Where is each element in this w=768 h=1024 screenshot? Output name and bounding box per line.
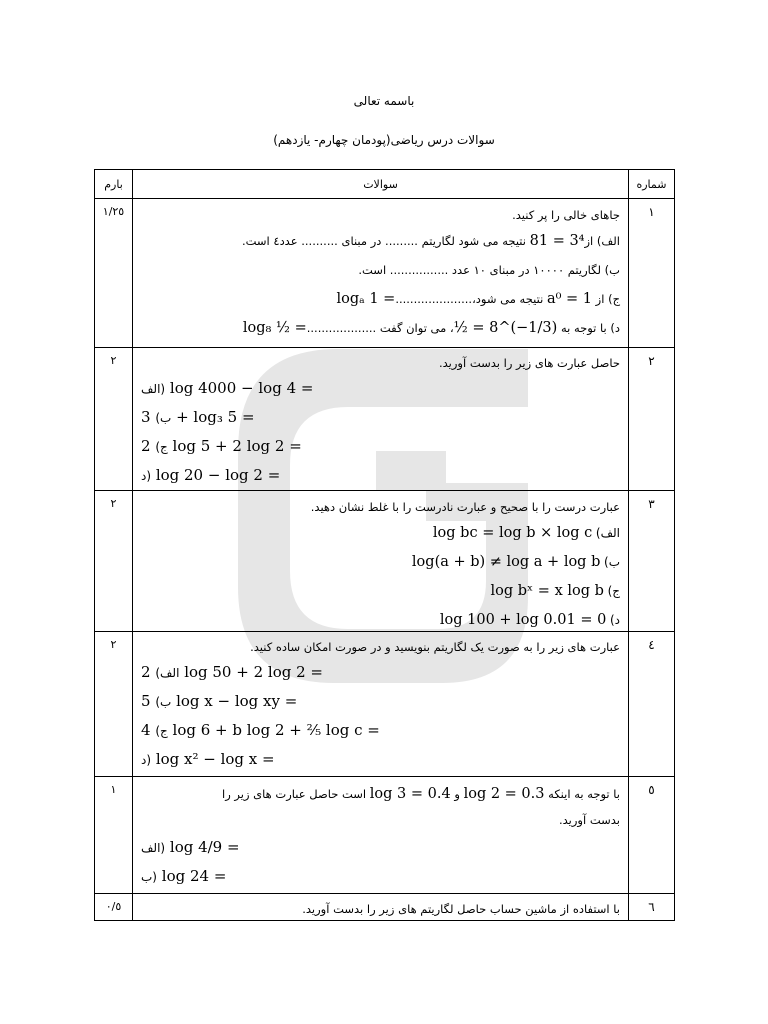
item-text: از (584, 234, 594, 248)
list-item (141, 658, 620, 687)
item-text: با توجه به اینکه (548, 787, 620, 801)
item-text: ، می توان گفت (379, 321, 454, 335)
question-intro: عبارت های زیر را به صورت یک لگاریتم بنویسید و در صورت امکان ساده کنید. (250, 640, 620, 654)
item-label: ج) (155, 440, 168, 454)
question-mark: ٢ (95, 632, 133, 777)
item-label: د) (141, 469, 152, 483)
header-questions: سوالات (133, 170, 629, 199)
expression-list (141, 374, 620, 490)
expression-list (141, 658, 620, 774)
question-cell (133, 491, 629, 632)
item-label: ب) (155, 411, 172, 425)
math-expression: 2 log 5 + 2 log 2 = (141, 437, 302, 455)
math-expression: 4 log 6 + b log 2 + ⅖ log c = (141, 721, 380, 739)
item-label: ب) (155, 695, 172, 709)
question-cell (133, 777, 629, 894)
math-expression: log x² − log x = (155, 750, 275, 768)
item-text: نتیجه می شود، (472, 292, 544, 306)
table-row (95, 632, 675, 777)
item-label: د) با توجه به (560, 321, 620, 335)
list-item (141, 432, 620, 461)
item-label: ب) (141, 870, 157, 884)
table-row (95, 894, 675, 921)
item-text: بدست آورید. (558, 813, 620, 827)
list-item (141, 374, 620, 403)
expression-list (141, 833, 620, 891)
basmala-heading: باسمه تعالی (353, 94, 415, 108)
question-number: ٣ (629, 491, 675, 632)
math-expression: log 4000 − log 4 = (169, 379, 314, 397)
answer-blank: ................... (306, 321, 377, 335)
table-row (95, 199, 675, 348)
table-row (95, 777, 675, 894)
exam-title: سوالات درس ریاضی(پودمان چهارم- یازدهم) (273, 133, 495, 147)
list-item (141, 833, 620, 862)
item-text: نتیجه می شود لگاریتم ......... در مبنای .......... عدد٤ است. (241, 234, 526, 248)
question-mark: ٢ (95, 491, 133, 632)
header-mark: بارم (95, 170, 133, 199)
question-intro: با استفاده از ماشین حساب حاصل لگاریتم های زیر را بدست آورید. (302, 902, 620, 916)
list-item (141, 577, 620, 606)
math-expression: logₐ 1 = (336, 291, 396, 307)
question-number: ٥ (629, 777, 675, 894)
list-item (141, 403, 620, 432)
math-expression: 5 log x − log xy = (141, 692, 298, 710)
item-label: ج) (155, 724, 168, 738)
math-expression: 3 + log₃ 5 = (141, 408, 255, 426)
question-cell (133, 199, 629, 348)
question-mark: ١/٢٥ (95, 199, 133, 348)
math-expression: log(a + b) ≠ log a + log b (411, 554, 601, 570)
list-item (141, 687, 620, 716)
list-item (141, 519, 620, 548)
question-number: ١ (629, 199, 675, 348)
answer-blank: ..................... (395, 292, 473, 306)
question-line (141, 285, 620, 314)
question-intro: حاصل عبارت های زیر را بدست آورید. (438, 356, 620, 370)
item-text: و (454, 787, 460, 801)
math-expression: log 24 = (161, 867, 227, 885)
math-expression: log 3 = 0.4 (369, 786, 451, 802)
question-mark: ١ (95, 777, 133, 894)
math-expression: ½ = 8^(−1/3) (453, 320, 558, 336)
question-line (141, 314, 620, 343)
math-expression: log 20 − log 2 = (155, 466, 281, 484)
math-expression: log 4/9 = (169, 838, 240, 856)
question-mark: ٢ (95, 348, 133, 491)
question-number: ٦ (629, 894, 675, 921)
item-label: الف) (141, 841, 166, 855)
item-text: است حاصل عبارت های زیر را (222, 787, 367, 801)
math-expression: log bc = log b × log c (432, 525, 593, 541)
list-item (141, 716, 620, 745)
item-label: د) (609, 613, 620, 627)
question-intro: عبارت درست را با صحیح و عبارت نادرست را با غلط نشان دهید. (310, 500, 620, 514)
table-row (95, 491, 675, 632)
math-expression: 81 = 3⁴ (529, 233, 585, 249)
list-item (141, 862, 620, 891)
list-item (141, 548, 620, 577)
question-intro: جاهای خالی را پر کنید. (512, 208, 620, 222)
question-number: ٢ (629, 348, 675, 491)
table-header-row (95, 170, 675, 199)
item-label: الف) (595, 526, 620, 540)
math-expression: log 2 = 0.3 (463, 786, 545, 802)
math-expression: log 100 + log 0.01 = 0 (439, 612, 607, 628)
math-expression: 2 log 50 + 2 log 2 = (141, 663, 323, 681)
question-cell (133, 632, 629, 777)
math-expression: a⁰ = 1 (546, 291, 593, 307)
question-mark: ٠/٥ (95, 894, 133, 921)
math-expression: log bˣ = x log b (490, 583, 604, 599)
item-label: ج) از (595, 292, 620, 306)
math-expression: log₈ ½ = (242, 320, 307, 336)
list-item (141, 461, 620, 490)
item-label: الف) (596, 234, 620, 248)
item-label: الف) (155, 666, 180, 680)
item-label: د) (141, 753, 152, 767)
question-intro (141, 781, 620, 833)
question-cell (133, 348, 629, 491)
table-row (95, 348, 675, 491)
question-cell (133, 894, 629, 921)
item-label: الف) (141, 382, 166, 396)
question-line: ب) لگاریتم ١٠٠٠٠ در مبنای ١٠ عدد ................ است. (358, 263, 620, 277)
question-number: ٤ (629, 632, 675, 777)
item-label: ج) (607, 584, 620, 598)
header-number: شماره (629, 170, 675, 199)
item-label: ب) (604, 555, 620, 569)
question-line (141, 227, 620, 256)
questions-table (94, 169, 675, 921)
list-item (141, 745, 620, 774)
